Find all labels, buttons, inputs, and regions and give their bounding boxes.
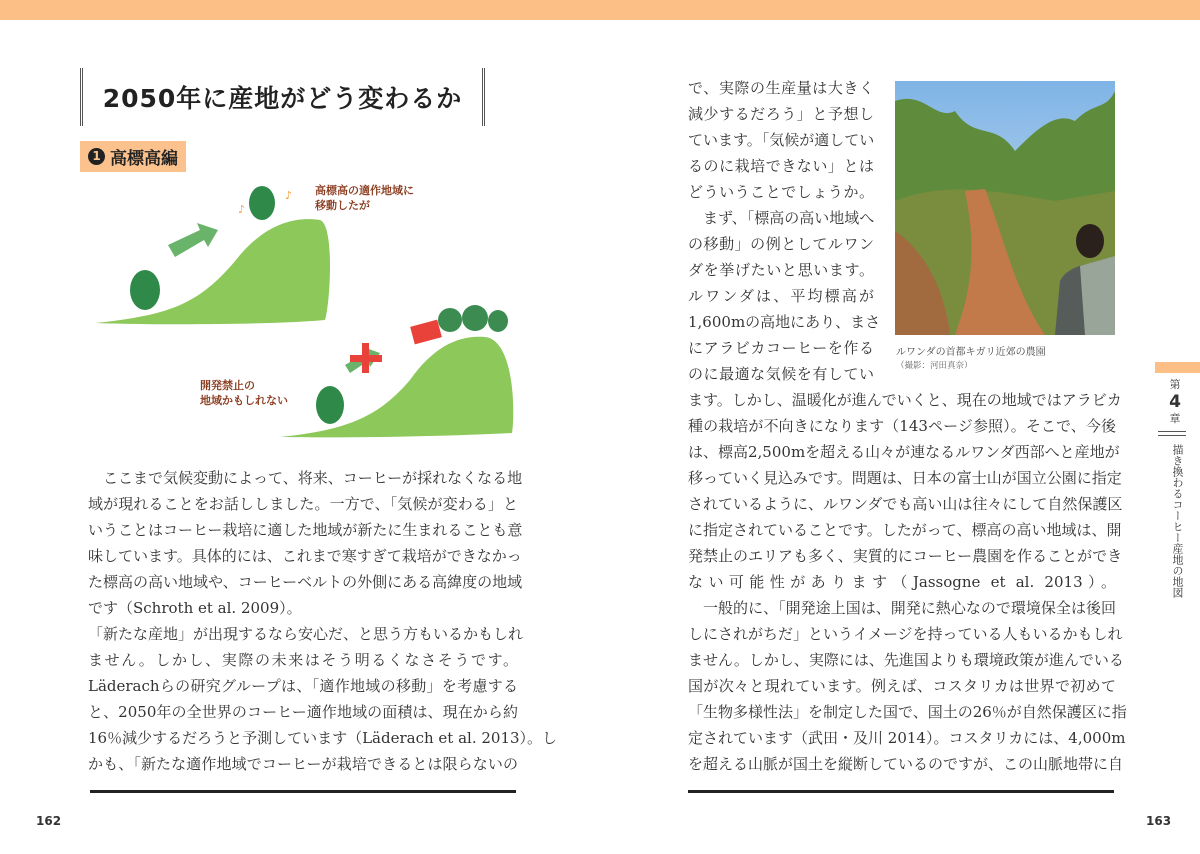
text-line: を超える山脈が国土を縦断しているのですが、この山脈地帯に自 — [688, 755, 1124, 773]
section-title: 2050年に産地がどう変わるか — [102, 84, 463, 113]
photo-rwanda-farm — [895, 81, 1115, 335]
text-line: 種の栽培が不向きになります（143ページ参照）。そこで、今後 — [688, 417, 1116, 435]
text-line: 移っていく見込みです。問題は、日本の富士山が国立公園に指定 — [688, 469, 1122, 487]
label-line: 開発禁止の — [200, 379, 255, 392]
text-line: しにされがちだ」というイメージを持っている人もいるかもしれ — [688, 625, 1123, 643]
text-line: かも、「新たな適作地域でコーヒーが栽培できるとは限らないの — [88, 755, 518, 773]
chapter-num: 4 — [1169, 392, 1181, 412]
tree-top — [249, 186, 275, 220]
text-line: ない可能性があります（Jassogne et al. 2013）。 — [688, 573, 1116, 591]
text-line: 域が現れることをお話ししました。一方で、「気候が変わる」と — [88, 495, 518, 513]
photo-credit: （撮影：河田真奈） — [896, 361, 973, 371]
page-number-right: 163 — [1146, 814, 1172, 828]
svg-text:♪: ♪ — [285, 189, 293, 202]
label-line: 高標高の適作地域に — [315, 184, 414, 197]
text-line: 「生物多様性法」を制定した国で、国土の26％が自然保護区に指 — [688, 703, 1127, 721]
text-line: ダを挙げたいと思います。 — [688, 261, 874, 279]
text-line: と、2050年の全世界のコーヒー適作地域の面積は、現在から約 — [88, 703, 518, 721]
tree-sad — [316, 386, 344, 424]
hill-bottom — [280, 337, 513, 438]
text-line: されているように、ルワンダでも高い山は往々にして自然保護区 — [688, 495, 1123, 513]
subheading-label: 高標高編 — [110, 149, 178, 169]
text-line: で、実際の生産量は大きく — [688, 79, 874, 97]
label-line: 地域かもしれない — [200, 394, 288, 407]
left-bottom-rule — [90, 790, 516, 793]
text-line: いうことはコーヒー栽培に適した地域が新たに生まれることも意 — [88, 521, 523, 539]
arrow-top — [168, 223, 218, 257]
chapter-title: 描き換わるコーヒー産地の地図 — [1171, 444, 1184, 598]
text-line: 16％減少するだろうと予測しています（Läderach et al. 2013）。し — [88, 729, 558, 747]
chapter-tab-rule — [1158, 431, 1186, 436]
text-line: ています。「気候が適してい — [688, 131, 875, 149]
subheading — [80, 141, 186, 172]
label-line: 移動したが — [315, 199, 370, 212]
forest — [438, 308, 462, 332]
section-title-box — [80, 68, 485, 126]
svg-text:♪: ♪ — [238, 203, 246, 216]
text-line: Läderachらの研究グループは、「適作地域の移動」を考慮する — [88, 677, 518, 695]
text-line: のに最適な気候を有してい — [688, 365, 874, 383]
text-line: に指定されていることです。したがって、標高の高い地域は、開 — [688, 521, 1122, 539]
text-line: どういうことでしょうか。 — [688, 183, 874, 201]
text-line: 味しています。具体的には、これまで寒すぎて栽培ができなかっ — [88, 547, 522, 565]
top-accent-bar — [0, 0, 1200, 20]
right-bottom-rule — [688, 790, 1114, 793]
text-line: 定されています（武田・及川 2014）。コスタリカには、4,000m — [688, 729, 1126, 747]
text-line: ません。しかし、実際の未来はそう明るくなさそうです。 — [88, 651, 518, 669]
illustration — [90, 175, 520, 445]
subheading-number: 1 — [88, 148, 105, 165]
illustration-label-top — [315, 183, 414, 213]
text-line: です（Schroth et al. 2009）。 — [88, 599, 302, 617]
page-number-left: 162 — [36, 814, 62, 828]
photo-image — [895, 81, 1115, 335]
prohibition-sign — [410, 320, 442, 345]
text-line: 減少するだろう」と予想し — [688, 105, 874, 123]
text-line: まず、「標高の高い地域へ — [688, 209, 875, 227]
chapter-suffix: 章 — [1169, 412, 1181, 425]
text-line: ルワンダは、平均標高が — [688, 287, 874, 305]
text-line: 「新たな産地」が出現するなら安心だ、と思う方もいるかもしれ — [88, 625, 524, 643]
photo-caption: ルワンダの首都キガリ近郊の農園 — [896, 347, 1046, 358]
text-line: の移動」の例としてルワン — [688, 235, 874, 253]
text-line: ます。しかし、温暖化が進んでいくと、現在の地域ではアラビカ — [688, 391, 1122, 409]
tree-bottom — [130, 270, 160, 310]
text-line: るのに栽培できない」とは — [688, 157, 874, 175]
text-line: 発禁止のエリアも多く、実質的にコーヒー農園を作ることができ — [688, 547, 1123, 565]
chapter-prefix: 第 — [1169, 378, 1181, 391]
text-line: 国が次々と現れています。例えば、コスタリカは世界で初めて — [688, 677, 1116, 695]
text-line: た標高の高い地域や、コーヒーベルトの外側にある高緯度の地域 — [88, 573, 523, 591]
text-line: は、標高2,500mを超える山々が連なるルワンダ西部へと産地が — [688, 443, 1120, 461]
chapter-tab-bar — [1155, 362, 1200, 373]
chapter-number — [1160, 378, 1190, 426]
illustration-label-bottom — [200, 378, 288, 408]
text-line: にアラビカコーヒーを作る — [688, 339, 874, 357]
cross-mark-h — [350, 355, 382, 362]
text-line: 1,600mの高地にあり、まさ — [688, 313, 881, 331]
text-line: ここまで気候変動によって、将来、コーヒーが採れなくなる地 — [88, 469, 523, 487]
text-line: 一般的に、「開発途上国は、開発に熱心なので環境保全は後回 — [688, 599, 1116, 617]
text-line: ません。しかし、実際には、先進国よりも環境政策が進んでいる — [688, 651, 1124, 669]
hill-illustration — [90, 175, 520, 445]
